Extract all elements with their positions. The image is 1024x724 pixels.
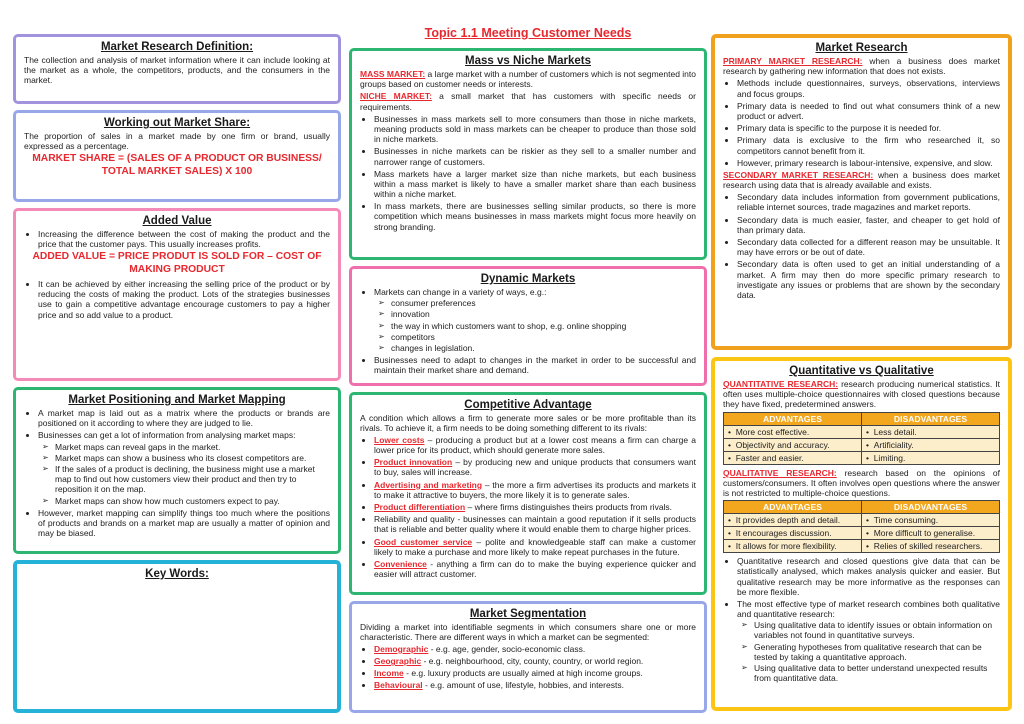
dynamic-markets-bullet-text: Markets can change in a variety of ways, e.g.:: [374, 287, 547, 297]
competitive-text: – where firms distinguishes theirs products from rivals.: [465, 502, 673, 512]
table-header-disadvantages: DISADVANTAGES: [862, 501, 1000, 514]
segmentation-term: Behavioural: [374, 680, 423, 691]
dynamic-markets-subbullet: ➢ changes in legislation.: [378, 343, 696, 353]
market-mapping-sublist: [38, 442, 330, 506]
card-title-added-value: Added Value: [142, 215, 212, 227]
card-working-out-market-share: [13, 110, 341, 202]
key-words-empty-area: [25, 582, 329, 704]
dynamic-markets-sublist: [374, 298, 696, 353]
primary-research-bullet: • Primary data is specific to the purpose it is needed for.: [737, 123, 1000, 133]
market-mapping-subbullet: ➢ Market maps can reveal gaps in the market.: [42, 442, 330, 452]
competitive-term: Lower costs: [374, 434, 425, 445]
card-title-competitive-advantage: Competitive Advantage: [464, 398, 592, 411]
segmentation-bullet: [374, 656, 696, 666]
quant-qual-subbullet: ➢ Using qualitative data to identify issues or obtain information on variables not found in quantitative surveys.: [741, 620, 1000, 640]
card-title-dynamic-markets: Dynamic Markets: [480, 273, 576, 285]
segmentation-text: - e.g. age, gender, socio-economic class.: [428, 643, 586, 654]
dynamic-markets-subbullet: ➢ consumer preferences: [378, 298, 696, 308]
definition-body: The collection and analysis of market information where it can include looking at the market as a whole, the competitors, products, and the consumers in the market.: [24, 55, 330, 86]
table-row: [724, 425, 1000, 438]
market-mapping-subbullet: ➢ Market maps can show how much customers expect to pay.: [42, 496, 330, 506]
left-column: [13, 34, 341, 713]
card-market-research: [711, 34, 1012, 350]
card-title-market-mapping: Market Positioning and Market Mapping: [68, 394, 286, 406]
segmentation-text: - e.g. amount of use, lifestyle, hobbies, and interests.: [422, 680, 624, 691]
quantitative-table: [723, 412, 1000, 465]
segmentation-term: Demographic: [374, 643, 429, 654]
primary-research-bullet: • Primary data is needed to find out what consumers think of a new product or advert.: [737, 101, 1000, 121]
quant-qual-notes-list: [723, 556, 1000, 683]
primary-research-bullet: • Primary data is exclusive to the firm who researched it, so competitors cannot benefit from it.: [737, 135, 1000, 155]
added-value-list: [24, 229, 330, 249]
competitive-text: – the more a firm advertises its products and markets it to make it attractive to buyers, the more likely it is to generate sales.: [374, 479, 697, 500]
niche-market-term: NICHE MARKET:: [360, 91, 432, 102]
card-title-quant-vs-qual: Quantitative vs Qualitative: [789, 365, 934, 377]
qualitative-term: QUALITATIVE RESEARCH:: [723, 467, 837, 478]
table-cell: • It allows for more flexibility.: [724, 540, 862, 553]
quantitative-text: research producing numerical statistics. It often uses multiple-choice questionnaires with closed questions because they have fixed, predetermined answers.: [723, 379, 1000, 410]
page-title: Topic 1.1 Meeting Customer Needs: [424, 26, 632, 40]
competitive-term: Advertising and marketing: [374, 479, 483, 490]
card-title-mass-vs-niche: Mass vs Niche Markets: [465, 55, 591, 67]
card-competitive-advantage: [349, 392, 707, 595]
mass-niche-list: [360, 114, 696, 232]
card-title-key-words: Key Words:: [145, 568, 209, 580]
primary-research-bullet: • However, primary research is labour-intensive, expensive, and slow.: [737, 158, 1000, 168]
dynamic-markets-subbullet: ➢ innovation: [378, 309, 696, 319]
card-title-market-segmentation: Market Segmentation: [469, 607, 587, 620]
quant-qual-note-text: The most effective type of market research combines both qualitative and quantitative research:: [737, 598, 1000, 620]
secondary-research-bullet: • Secondary data is often used to get an initial understanding of a market. A firm may then do more specific primary research to investigate any issues or problems that are shown by the secondary data.: [737, 259, 1000, 300]
quant-qual-subbullet: ➢ Using qualitative data to better understand unexpected results from quantitative data.: [741, 663, 1000, 683]
table-row: [724, 527, 1000, 540]
competitive-text: – polite and knowledgeable staff can make a customer likely to make a purchase and more likely to make repeat purchases in the future.: [374, 536, 697, 557]
primary-research-list: [723, 78, 1000, 168]
card-market-research-definition: [13, 34, 341, 104]
card-dynamic-markets: [349, 266, 707, 386]
quantitative-definition: [723, 379, 1000, 410]
card-title-market-share: Working out Market Share:: [103, 117, 251, 129]
added-value-formula: ADDED VALUE = PRICE PRODUT IS SOLD FOR – COST OF MAKING PRODUCT: [32, 251, 322, 276]
competitive-advantage-bullet: [374, 502, 696, 512]
mass-niche-bullet: • Mass markets have a larger market size than niche markets, but each business within a mass market is likely to have a smaller market share than each business within a niche market.: [374, 169, 696, 200]
secondary-research-term: SECONDARY MARKET RESEARCH:: [723, 169, 874, 180]
competitive-advantage-bullet: [374, 559, 696, 579]
competitive-advantage-bullet: [374, 514, 696, 534]
table-header-advantages: ADVANTAGES: [724, 501, 862, 514]
dynamic-markets-list: [360, 287, 696, 376]
table-cell: • Objectivity and accuracy.: [724, 438, 862, 451]
dynamic-markets-subbullet: ➢ competitors: [378, 332, 696, 342]
market-mapping-bullet: [38, 430, 330, 505]
quant-qual-note-bullet: [737, 599, 1000, 684]
table-header-advantages: ADVANTAGES: [724, 412, 862, 425]
quant-qual-note-bullet: • Quantitative research and closed questions give data that can be statistically analysed, which makes analysis quicker and easier. But qualitative research may be more informative as the responses can be more flexible.: [737, 556, 1000, 597]
primary-research-term: PRIMARY MARKET RESEARCH:: [723, 56, 863, 66]
competitive-text: – by producing new and unique products that consumers want to buy, sales will increase.: [374, 457, 696, 478]
quantitative-term: QUANTITATIVE RESEARCH:: [723, 379, 839, 389]
table-cell: • Faster and easier.: [724, 451, 862, 464]
card-market-positioning-mapping: [13, 387, 341, 554]
secondary-research-bullet: • Secondary data is much easier, faster, and cheaper to get hold of than primary data.: [737, 215, 1000, 235]
table-cell: • More difficult to generalise.: [862, 527, 1000, 540]
dynamic-markets-subbullet: ➢ the way in which customers want to shop, e.g. online shopping: [378, 321, 696, 331]
segmentation-bullet: [374, 680, 696, 690]
primary-research-bullet: • Methods include questionnaires, surveys, observations, interviews and focus groups.: [737, 78, 1000, 98]
niche-market-text: a small market that has customers with specific needs or requirements.: [360, 91, 696, 112]
dynamic-markets-bullet: [374, 287, 696, 353]
secondary-research-bullet: • Secondary data collected for a different reason may be unsuitable. It may have errors or be out of date.: [737, 237, 1000, 257]
table-cell: • Limiting.: [862, 451, 1000, 464]
card-title-market-research: Market Research: [815, 42, 908, 54]
table-row: [724, 438, 1000, 451]
mass-niche-bullet: • Businesses in mass markets sell to more consumers than those in niche markets, meaning products sold in mass markets can be cheaper to produce than those sold in niche markets.: [374, 114, 696, 145]
table-cell: • Artificiality.: [862, 438, 1000, 451]
mass-niche-bullet: • Businesses in niche markets can be riskier as they sell to a smaller number and narrower range of customers.: [374, 146, 696, 166]
added-value-bullet: • Increasing the difference between the cost of making the product and the price that the customer pays. This usually increases profits.: [38, 229, 330, 249]
card-key-words: [13, 560, 341, 713]
right-column: [711, 34, 1012, 711]
middle-column: [349, 26, 707, 713]
mass-market-definition: [360, 69, 696, 89]
table-cell: • It encourages discussion.: [724, 527, 862, 540]
market-share-body: The proportion of sales in a market made by one firm or brand, usually expressed as a percentage.: [24, 131, 330, 152]
card-added-value: [13, 208, 341, 381]
competitive-advantage-intro: A condition which allows a firm to generate more sales or be more profitable than its rivals. To achieve it, a firm needs to be doing something different to its rivals:: [360, 412, 696, 433]
competitive-term: Product innovation: [374, 457, 453, 468]
competitive-text: - anything a firm can do to make the buying experience quicker and easier will attract customer.: [374, 558, 696, 580]
card-mass-vs-niche: [349, 48, 707, 260]
table-row: [724, 514, 1000, 527]
market-mapping-list: [24, 408, 330, 538]
secondary-research-definition: [723, 170, 1000, 190]
competitive-advantage-bullet: [374, 457, 696, 477]
competitive-advantage-bullet: [374, 537, 696, 557]
competitive-term: Good customer service: [374, 536, 473, 547]
segmentation-bullet: [374, 644, 696, 654]
segmentation-term: Geographic: [374, 656, 422, 667]
niche-market-definition: [360, 91, 696, 111]
competitive-advantage-bullet: [374, 480, 696, 500]
competitive-term: Product differentiation: [374, 502, 466, 512]
market-mapping-subbullet: ➢ Market maps can show a business who its closest competitors are.: [42, 453, 330, 463]
market-mapping-bullet: • However, market mapping can simplify things too much where the positions of products and brands on a market map are usually a matter of opinion and may be biased.: [38, 508, 330, 539]
competitive-text: – producing a product but at a lower cost means a firm can charge a lower price for its product, which should generate more sales.: [374, 434, 696, 456]
table-cell: • It provides depth and detail.: [724, 514, 862, 527]
segmentation-text: - e.g. neighbourhood, city, county, country, or world region.: [421, 656, 644, 667]
qualitative-table: [723, 500, 1000, 553]
table-row: [724, 540, 1000, 553]
quant-qual-sublist: [737, 620, 1000, 683]
card-title-market-research-definition: Market Research Definition:: [100, 41, 254, 53]
secondary-research-text: when a business does market research using data that is already available and exists.: [723, 169, 1000, 191]
added-value-list-2: [24, 279, 330, 320]
mass-market-term: MASS MARKET:: [360, 69, 426, 79]
secondary-research-list: [723, 192, 1000, 300]
competitive-term: Convenience: [374, 558, 427, 569]
table-cell: • Time consuming.: [862, 514, 1000, 527]
mass-niche-bullet: • In mass markets, there are businesses selling similar products, so there is more competition which means businesses in mass markets might focus more heavily on strong branding.: [374, 201, 696, 232]
table-row: [724, 451, 1000, 464]
quant-qual-subbullet: ➢ Generating hypotheses from qualitative research that can be tested by taking a quantitative approach.: [741, 642, 1000, 662]
market-mapping-bullet: • A market map is laid out as a matrix where the products or brands are positioned on it according to where they are judged to lie.: [38, 408, 330, 428]
table-cell: • More cost effective.: [724, 425, 862, 438]
table-cell: • Less detail.: [862, 425, 1000, 438]
dynamic-markets-bullet: • Businesses need to adapt to changes in the market in order to be successful and maintain their market share and demand.: [374, 355, 696, 375]
card-market-segmentation: [349, 601, 707, 713]
secondary-research-bullet: • Secondary data includes information from government publications, reliable internet sources, trade magazines and market reports.: [737, 192, 1000, 212]
mass-market-text: a large market with a number of customers which is not segmented into groups based on customer needs or interests.: [360, 69, 696, 90]
competitive-advantage-list: [360, 435, 696, 579]
segmentation-term: Income: [374, 668, 404, 679]
segmentation-intro: Dividing a market into identifiable segments in which consumers share one or more characteristic. There are different ways in which a market can be segmented:: [360, 621, 696, 642]
qualitative-definition: [723, 468, 1000, 499]
competitive-advantage-bullet: [374, 435, 696, 455]
card-quantitative-vs-qualitative: [711, 357, 1012, 711]
competitive-text: - businesses can maintain a good reputation if it sells products that is reliable and better quality where it would enable them to charge higher prices.: [374, 514, 696, 535]
segmentation-bullet: [374, 668, 696, 678]
table-cell: • Relies of skilled researchers.: [862, 540, 1000, 553]
qualitative-text: research based on the opinions of customers/consumers. It often involves open questions where the answer is not restricted to multiple-choice questions.: [723, 467, 1000, 498]
segmentation-list: [360, 644, 696, 691]
segmentation-text: - e.g. luxury products are usually aimed at high income groups.: [403, 668, 643, 679]
primary-research-definition: [723, 56, 1000, 76]
primary-research-text: when a business does market research by gathering new information that does not exists.: [723, 56, 1000, 77]
table-header-disadvantages: DISADVANTAGES: [862, 412, 1000, 425]
market-share-formula: MARKET SHARE = (SALES OF A PRODUCT OR BUSINESS/ TOTAL MARKET SALES) X 100: [32, 153, 322, 178]
added-value-bullet: • It can be achieved by either increasing the selling price of the product or by reducing the costs of making the product. Lots of the strategies businesses use to gain a competitive advantage encourage customers to pay a higher price and so add value to a product.: [38, 279, 330, 320]
market-mapping-bullet-text: Businesses can get a lot of information from analysing market maps:: [38, 430, 296, 441]
market-mapping-subbullet: ➢ If the sales of a product is declining, the business might use a market map to find out how customers view their product and then try to reposition it on the map.: [42, 464, 330, 495]
competitive-term-plain: Reliability and quality: [374, 514, 455, 525]
